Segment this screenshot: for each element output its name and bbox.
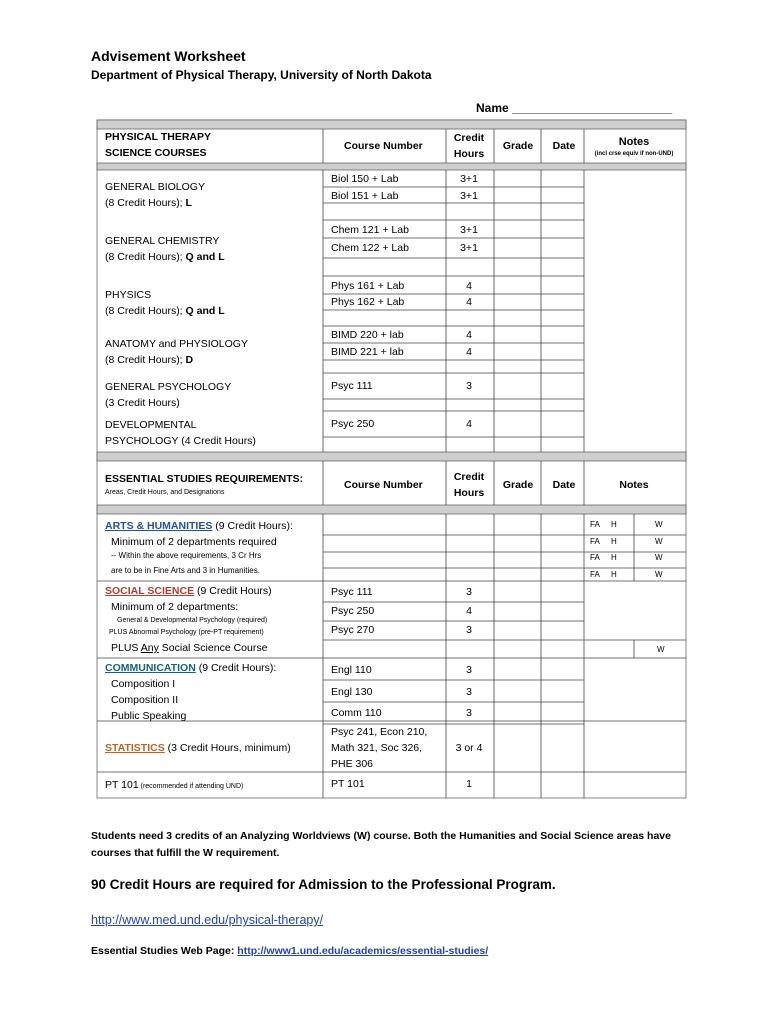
essential-heading: ESSENTIAL STUDIES REQUIREMENTS:	[105, 473, 304, 485]
social-course-2[interactable]: Psyc 250	[331, 605, 375, 617]
col-credit: Credit	[453, 132, 485, 144]
w-1: W	[655, 520, 663, 529]
social-w: W	[657, 645, 665, 654]
name-field[interactable]: Name ________________________	[476, 101, 673, 115]
gray-band-essential-top	[97, 452, 686, 461]
psychology-detail: (3 Credit Hours)	[105, 397, 180, 409]
es-col-grade: Grade	[502, 479, 534, 491]
physics-hours-2: 4	[466, 296, 472, 308]
social-line-2: General & Developmental Psychology (required)	[117, 617, 268, 624]
department-subtitle: Department of Physical Therapy, University of North Dakota	[91, 68, 432, 82]
statistics-course-3[interactable]: PHE 306	[331, 758, 374, 770]
col-grade: Grade	[502, 140, 534, 152]
chemistry-hours-1: 3+1	[460, 224, 478, 236]
arts-line-1: Minimum of 2 departments required	[111, 536, 277, 548]
physics-hours-1: 4	[466, 280, 472, 292]
col-date: Date	[552, 140, 576, 152]
chemistry-hours-2: 3+1	[460, 242, 478, 254]
fa-4: FA	[590, 570, 600, 579]
anatomy-label: ANATOMY and PHYSIOLOGY	[105, 338, 248, 350]
h-2: H	[611, 537, 617, 546]
col-course-number: Course Number	[344, 140, 423, 152]
social-hours-1: 3	[466, 586, 472, 598]
chemistry-course-2[interactable]: Chem 122 + Lab	[331, 242, 409, 254]
h-3: H	[611, 553, 617, 562]
essential-subheading: Areas, Credit Hours, and Designations	[105, 489, 225, 496]
col-notes-sub: (incl crse equiv if non-UND)	[594, 151, 674, 157]
biology-label: GENERAL BIOLOGY	[105, 181, 205, 193]
social-line-4: PLUS Any Social Science Course	[111, 642, 268, 654]
pt101-course[interactable]: PT 101	[331, 778, 365, 790]
arts-label: ARTS & HUMANITIES (9 Credit Hours):	[105, 520, 293, 532]
social-label: SOCIAL SCIENCE (9 Credit Hours)	[105, 585, 272, 597]
w-requirement-note: Students need 3 credits of an Analyzing Worldviews (W) course. Both the Humanities and Social Science areas have courses that fulfill the W requirement.	[91, 830, 671, 859]
communication-label: COMMUNICATION (9 Credit Hours):	[105, 662, 277, 674]
es-col-hours: Hours	[453, 487, 485, 499]
developmental-detail: PSYCHOLOGY (4 Credit Hours)	[105, 435, 256, 447]
anatomy-course-2[interactable]: BIMD 221 + lab	[331, 346, 404, 358]
social-hours-2: 4	[466, 605, 472, 617]
col-notes: Notes	[618, 136, 650, 148]
social-hours-3: 3	[466, 624, 472, 636]
h-4: H	[611, 570, 617, 579]
communication-course-1[interactable]: Engl 110	[331, 664, 372, 676]
science-heading-1: PHYSICAL THERAPY	[105, 131, 211, 143]
biology-hours-1: 3+1	[460, 173, 478, 185]
anatomy-hours-2: 4	[466, 346, 472, 358]
statistics-course-1[interactable]: Psyc 241, Econ 210,	[331, 726, 428, 738]
biology-hours-2: 3+1	[460, 190, 478, 202]
pt-website-link[interactable]: http://www.med.und.edu/physical-therapy/	[91, 913, 324, 927]
pt101-hours: 1	[466, 778, 472, 790]
fa-2: FA	[590, 537, 600, 546]
communication-line-1: Composition I	[111, 678, 176, 690]
developmental-hours: 4	[466, 418, 472, 430]
statistics-label: STATISTICS (3 Credit Hours, minimum)	[105, 742, 291, 754]
social-course-1[interactable]: Psyc 111	[331, 586, 373, 598]
essential-studies-line: Essential Studies Web Page: http://www1.und.edu/academics/essential-studies/	[91, 945, 489, 957]
developmental-label: DEVELOPMENTAL	[105, 419, 197, 431]
biology-course-1[interactable]: Biol 150 + Lab	[331, 173, 399, 185]
es-col-course-number: Course Number	[344, 479, 423, 491]
physics-detail: (8 Credit Hours); Q and L	[105, 305, 225, 317]
essential-studies-link[interactable]: http://www1.und.edu/academics/essential-studies/	[237, 945, 489, 957]
social-line-1: Minimum of 2 departments:	[111, 601, 239, 613]
science-heading-2: SCIENCE COURSES	[105, 147, 207, 159]
w-3: W	[655, 553, 663, 562]
pt101-label: PT 101 (recommended if attending UND)	[105, 779, 244, 791]
physics-label: PHYSICS	[105, 289, 152, 301]
physics-course-1[interactable]: Phys 161 + Lab	[331, 280, 405, 292]
communication-hours-1: 3	[466, 664, 472, 676]
chemistry-detail: (8 Credit Hours); Q and L	[105, 251, 225, 263]
page-title: Advisement Worksheet	[91, 48, 246, 64]
social-course-3[interactable]: Psyc 270	[331, 624, 375, 636]
biology-course-2[interactable]: Biol 151 + Lab	[331, 190, 399, 202]
es-col-credit: Credit	[453, 471, 485, 483]
biology-detail: (8 Credit Hours); L	[105, 197, 192, 209]
arts-line-2: -- Within the above requirements, 3 Cr Hrs	[111, 551, 262, 560]
chemistry-label: GENERAL CHEMISTRY	[105, 235, 220, 247]
gray-band-science	[97, 163, 686, 170]
anatomy-hours-1: 4	[466, 329, 472, 341]
es-col-notes: Notes	[619, 479, 649, 491]
communication-line-2: Composition II	[111, 694, 179, 706]
chemistry-course-1[interactable]: Chem 121 + Lab	[331, 224, 409, 236]
communication-line-3: Public Speaking	[111, 710, 187, 722]
psychology-label: GENERAL PSYCHOLOGY	[105, 381, 232, 393]
developmental-course[interactable]: Psyc 250	[331, 418, 375, 430]
h-1: H	[611, 520, 617, 529]
communication-course-3[interactable]: Comm 110	[331, 707, 382, 719]
w-4: W	[655, 570, 663, 579]
fa-1: FA	[590, 520, 600, 529]
communication-hours-3: 3	[466, 707, 472, 719]
col-hours: Hours	[453, 148, 485, 160]
statistics-course-2[interactable]: Math 321, Soc 326,	[331, 742, 423, 754]
psychology-course[interactable]: Psyc 111	[331, 380, 373, 392]
es-col-date: Date	[552, 479, 576, 491]
admission-requirement: 90 Credit Hours are required for Admission to the Professional Program.	[91, 877, 556, 892]
anatomy-course-1[interactable]: BIMD 220 + lab	[331, 329, 404, 341]
psychology-hours: 3	[466, 380, 472, 392]
communication-hours-2: 3	[466, 686, 472, 698]
statistics-hours: 3 or 4	[455, 742, 483, 754]
gray-band-essential	[97, 505, 686, 514]
w-2: W	[655, 537, 663, 546]
fa-3: FA	[590, 553, 600, 562]
anatomy-detail: (8 Credit Hours); D	[105, 354, 194, 366]
physics-course-2[interactable]: Phys 162 + Lab	[331, 296, 405, 308]
social-line-3: PLUS Abnormal Psychology (pre-PT requirement)	[109, 629, 264, 636]
arts-line-3: are to be in Fine Arts and 3 in Humanities.	[111, 566, 260, 575]
gray-band-top	[97, 120, 686, 129]
communication-course-2[interactable]: Engl 130	[331, 686, 373, 698]
